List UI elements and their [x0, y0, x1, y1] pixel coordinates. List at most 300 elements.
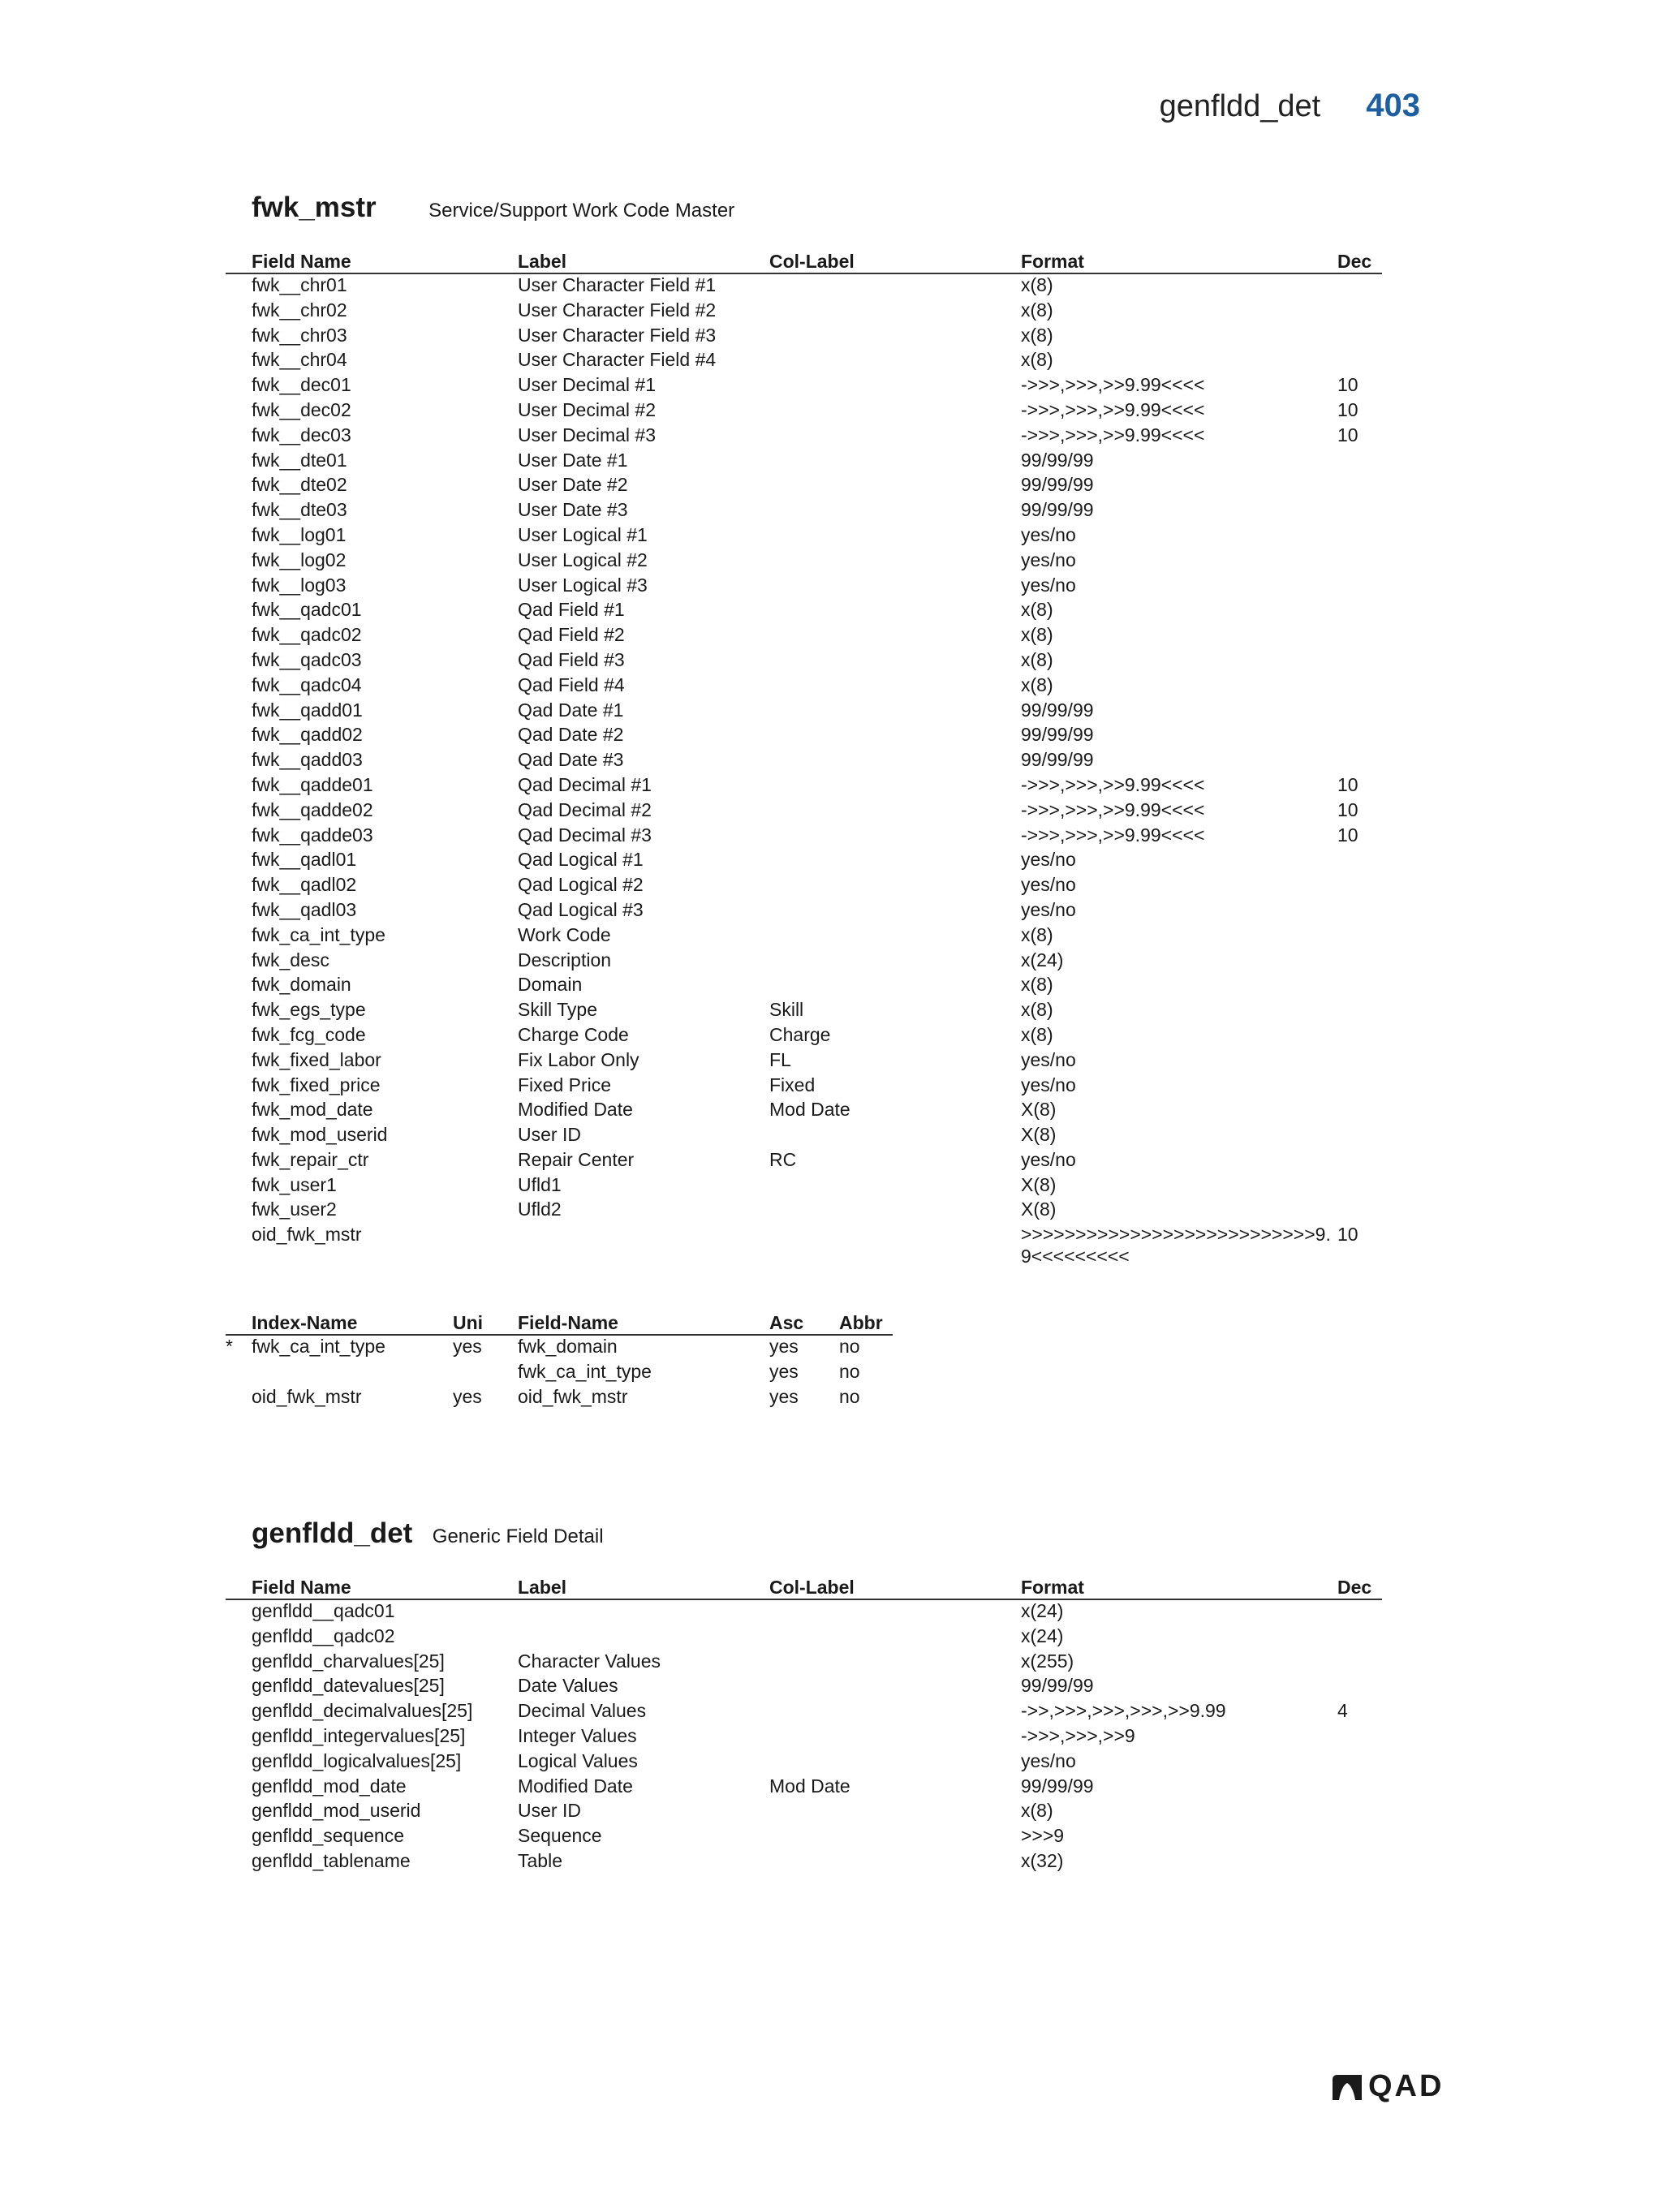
field-table-body: [226, 1599, 1382, 1875]
field-label: Qad Field #2: [518, 624, 625, 646]
field-label: Description: [518, 949, 612, 970]
field-label: [518, 1625, 769, 1650]
row-spacer: [226, 299, 252, 325]
row-spacer: [226, 724, 252, 749]
field-row: [226, 1725, 1382, 1750]
field-label: Fixed Price: [518, 1074, 612, 1095]
field-name: genfldd__qadc02: [252, 1625, 395, 1646]
field-name: genfldd_logicalvalues[25]: [252, 1749, 462, 1771]
row-spacer: [226, 524, 252, 549]
field-format: yes/no: [1021, 523, 1076, 545]
field-row: [226, 674, 1382, 699]
field-dec: [1337, 1074, 1382, 1100]
index-table-header: [226, 1310, 893, 1335]
field-row: [226, 774, 1382, 799]
field-row: [226, 374, 1382, 399]
field-col-label: [769, 1850, 1021, 1875]
row-spacer: [226, 749, 252, 774]
field-col-label: [769, 1650, 1021, 1676]
row-spacer: [226, 424, 252, 450]
field-dec: [1337, 949, 1382, 975]
field-dec: [1337, 1049, 1382, 1074]
field-format: x(32): [1021, 1849, 1064, 1871]
field-col-label: [769, 1224, 1021, 1267]
row-spacer: [226, 1750, 252, 1775]
field-dec: [1337, 1775, 1382, 1801]
field-row: [226, 974, 1382, 999]
field-format: yes/no: [1021, 1148, 1076, 1170]
field-format: x(8): [1021, 1800, 1053, 1822]
field-label: User Decimal #1: [518, 374, 656, 396]
field-label: Logical Values: [518, 1749, 638, 1771]
field-label: Date Values: [518, 1675, 618, 1697]
field-name: fwk__qadc02: [252, 624, 362, 646]
field-dec: [1337, 974, 1382, 999]
field-row: [226, 949, 1382, 975]
field-dec: [1337, 273, 1382, 299]
row-spacer: [226, 1099, 252, 1124]
field-label: Qad Decimal #2: [518, 798, 652, 820]
field-dec: 10: [1337, 798, 1358, 820]
field-table-header: [226, 248, 1382, 273]
field-col-label: [769, 1725, 1021, 1750]
field-name: fwk__dec01: [252, 374, 351, 396]
field-row: [226, 399, 1382, 424]
field-row: [226, 1775, 1382, 1801]
field-label: Qad Logical #2: [518, 874, 644, 896]
field-format: x(8): [1021, 349, 1053, 371]
field-col-label: Skill: [769, 999, 804, 1021]
header-index-name: Index-Name: [252, 1310, 453, 1335]
field-name: fwk_fixed_labor: [252, 1048, 381, 1070]
row-spacer: [226, 399, 252, 424]
running-header-title: genfldd_det: [1159, 89, 1321, 123]
field-dec: [1337, 1199, 1382, 1224]
field-format: X(8): [1021, 1099, 1057, 1121]
field-format: x(8): [1021, 1023, 1053, 1045]
table-section-fwk-mstr: [226, 192, 1382, 1411]
field-label: Ufld2: [518, 1199, 562, 1220]
field-dec: [1337, 524, 1382, 549]
field-format: x(8): [1021, 274, 1053, 295]
field-format: yes/no: [1021, 849, 1076, 871]
field-dec: 10: [1337, 424, 1358, 445]
field-format: ->>>,>>>,>>9.99<<<<: [1021, 374, 1205, 396]
field-format: 99/99/99: [1021, 499, 1094, 521]
field-dec: 10: [1337, 824, 1358, 846]
index-name: [252, 1361, 453, 1386]
field-format: ->>>,>>>,>>9.99<<<<: [1021, 798, 1205, 820]
field-format: x(8): [1021, 673, 1053, 695]
field-table-body: [226, 273, 1382, 1267]
header-format: Format: [1021, 1574, 1337, 1599]
field-name: fwk_mod_userid: [252, 1124, 388, 1146]
field-row: [226, 1149, 1382, 1174]
row-spacer: [226, 649, 252, 674]
field-name: fwk_domain: [252, 974, 351, 996]
field-row: [226, 1700, 1382, 1725]
field-name: fwk__qadd02: [252, 724, 363, 746]
field-col-label: [769, 273, 1021, 299]
field-name: fwk_fixed_price: [252, 1074, 381, 1095]
row-spacer: [226, 1224, 252, 1267]
field-table: [226, 1574, 1382, 1875]
row-spacer: [226, 1024, 252, 1049]
field-dec: [1337, 499, 1382, 524]
row-spacer: [226, 1149, 252, 1174]
index-ascending: yes: [769, 1361, 799, 1383]
field-row: [226, 624, 1382, 649]
field-label: Sequence: [518, 1825, 602, 1847]
field-label: User Character Field #2: [518, 299, 717, 321]
field-name: fwk__qadc03: [252, 648, 362, 670]
field-name: fwk__dec02: [252, 398, 351, 420]
field-row: [226, 1750, 1382, 1775]
index-ascending: yes: [769, 1336, 799, 1358]
field-col-label: [769, 899, 1021, 924]
field-row: [226, 1800, 1382, 1825]
field-row: [226, 1650, 1382, 1676]
field-label: User Character Field #4: [518, 349, 717, 371]
field-dec: [1337, 349, 1382, 374]
field-format: x(8): [1021, 648, 1053, 670]
section-title: [252, 1517, 1382, 1574]
field-row: [226, 699, 1382, 725]
field-col-label: [769, 474, 1021, 499]
field-label: User Date #2: [518, 474, 628, 496]
row-spacer: [226, 349, 252, 374]
field-name: genfldd_datevalues[25]: [252, 1675, 445, 1697]
row-spacer: [226, 974, 252, 999]
field-format: ->>>,>>>,>>9: [1021, 1724, 1135, 1746]
field-label: [518, 1599, 769, 1625]
row-spacer: [226, 273, 252, 299]
header-spacer: [226, 248, 252, 273]
field-label: Qad Field #3: [518, 648, 625, 670]
field-label: Work Code: [518, 923, 611, 945]
field-name: fwk_fcg_code: [252, 1023, 366, 1045]
field-name: genfldd_sequence: [252, 1825, 404, 1847]
field-row: [226, 1825, 1382, 1850]
index-field-name: fwk_domain: [518, 1336, 618, 1358]
field-name: fwk_desc: [252, 949, 329, 970]
field-col-label: Mod Date: [769, 1099, 850, 1121]
row-spacer: [226, 549, 252, 575]
row-spacer: [226, 499, 252, 524]
row-spacer: [226, 450, 252, 475]
field-name: fwk_repair_ctr: [252, 1148, 369, 1170]
field-dec: [1337, 1599, 1382, 1625]
field-dec: [1337, 649, 1382, 674]
field-row: [226, 349, 1382, 374]
field-dec: [1337, 1825, 1382, 1850]
field-dec: 10: [1337, 1224, 1358, 1246]
field-name: genfldd_decimalvalues[25]: [252, 1700, 473, 1722]
field-dec: [1337, 724, 1382, 749]
table-name: fwk_mstr: [252, 192, 377, 223]
field-label: Modified Date: [518, 1775, 633, 1797]
table-name: genfldd_det: [252, 1517, 413, 1549]
field-dec: [1337, 1650, 1382, 1676]
field-name: fwk__dte02: [252, 474, 347, 496]
field-name: genfldd__qadc01: [252, 1600, 395, 1621]
field-label: Table: [518, 1849, 562, 1871]
field-name: fwk__chr02: [252, 299, 347, 321]
field-col-label: [769, 575, 1021, 600]
field-format: 99/99/99: [1021, 724, 1094, 746]
index-unique: [453, 1361, 518, 1386]
field-dec: [1337, 674, 1382, 699]
field-col-label: [769, 1199, 1021, 1224]
primary-index-marker: *: [226, 1336, 233, 1358]
field-row: [226, 649, 1382, 674]
field-name: fwk__dte03: [252, 499, 347, 521]
header-abbr: Abbr: [839, 1310, 893, 1335]
field-format: 99/99/99: [1021, 1775, 1094, 1797]
field-name: fwk__qadde03: [252, 824, 373, 846]
row-spacer: [226, 1124, 252, 1149]
field-col-label: [769, 399, 1021, 424]
field-col-label: [769, 374, 1021, 399]
field-format: 99/99/99: [1021, 1675, 1094, 1697]
field-row: [226, 1049, 1382, 1074]
row-spacer: [226, 1049, 252, 1074]
field-format: x(8): [1021, 299, 1053, 321]
field-label: Qad Logical #1: [518, 849, 644, 871]
header-field-name: Field Name: [252, 248, 518, 273]
field-name: fwk__qadde01: [252, 773, 373, 795]
field-row: [226, 924, 1382, 949]
header-format: Format: [1021, 248, 1337, 273]
field-col-label: [769, 499, 1021, 524]
field-row: [226, 1675, 1382, 1700]
field-name: fwk__qadd01: [252, 699, 363, 721]
header-col-label: Col-Label: [769, 248, 1021, 273]
field-format: ->>>,>>>,>>9.99<<<<: [1021, 424, 1205, 445]
field-dec: [1337, 1024, 1382, 1049]
field-col-label: [769, 824, 1021, 850]
field-dec: [1337, 325, 1382, 350]
field-dec: [1337, 874, 1382, 899]
field-row: [226, 1174, 1382, 1199]
header-col-label: Col-Label: [769, 1574, 1021, 1599]
field-col-label: [769, 424, 1021, 450]
field-row: [226, 325, 1382, 350]
field-label: Ufld1: [518, 1173, 562, 1195]
index-abbreviated: no: [839, 1336, 860, 1358]
index-field-name: oid_fwk_mstr: [518, 1385, 628, 1407]
field-format: 99/99/99: [1021, 699, 1094, 721]
field-name: fwk__qadl02: [252, 874, 357, 896]
field-label: Decimal Values: [518, 1700, 647, 1722]
field-label: User Decimal #3: [518, 424, 656, 445]
row-spacer: [226, 1074, 252, 1100]
field-label: Character Values: [518, 1650, 661, 1672]
field-dec: [1337, 599, 1382, 624]
row-spacer: [226, 999, 252, 1024]
field-col-label: [769, 949, 1021, 975]
row-spacer: [226, 799, 252, 824]
field-row: [226, 849, 1382, 874]
field-format: yes/no: [1021, 549, 1076, 570]
field-label: Fix Labor Only: [518, 1048, 639, 1070]
field-col-label: [769, 325, 1021, 350]
field-label: Domain: [518, 974, 583, 996]
field-label: Charge Code: [518, 1023, 629, 1045]
index-row: [226, 1361, 893, 1386]
field-col-label: Fixed: [769, 1074, 816, 1095]
field-row: [226, 799, 1382, 824]
field-col-label: [769, 1675, 1021, 1700]
header-label: Label: [518, 248, 769, 273]
field-row: [226, 874, 1382, 899]
field-dec: [1337, 624, 1382, 649]
field-dec: [1337, 1725, 1382, 1750]
index-abbreviated: no: [839, 1361, 860, 1383]
row-spacer: [226, 624, 252, 649]
field-col-label: [769, 724, 1021, 749]
field-dec: [1337, 474, 1382, 499]
field-label: User Logical #3: [518, 574, 648, 596]
row-spacer: [226, 1599, 252, 1625]
field-row: [226, 499, 1382, 524]
field-name: fwk__log02: [252, 549, 347, 570]
field-name: genfldd_mod_date: [252, 1775, 407, 1797]
index-name: oid_fwk_mstr: [252, 1385, 362, 1407]
row-spacer: [226, 874, 252, 899]
field-row: [226, 599, 1382, 624]
field-format: X(8): [1021, 1199, 1057, 1220]
field-name: genfldd_tablename: [252, 1849, 411, 1871]
field-label: Qad Date #2: [518, 724, 624, 746]
row-spacer: [226, 1199, 252, 1224]
field-col-label: [769, 1825, 1021, 1850]
field-dec: [1337, 849, 1382, 874]
field-row: [226, 1124, 1382, 1149]
field-label: User Date #3: [518, 499, 628, 521]
field-format: x(24): [1021, 1625, 1064, 1646]
field-row: [226, 474, 1382, 499]
field-format: x(8): [1021, 974, 1053, 996]
field-col-label: [769, 299, 1021, 325]
field-format: x(24): [1021, 1600, 1064, 1621]
field-col-label: [769, 549, 1021, 575]
field-col-label: [769, 1750, 1021, 1775]
field-format: yes/no: [1021, 1074, 1076, 1095]
field-row: [226, 549, 1382, 575]
row-spacer: [226, 1725, 252, 1750]
field-format: x(8): [1021, 999, 1053, 1021]
field-table: [226, 248, 1382, 1267]
index-name: fwk_ca_int_type: [252, 1336, 385, 1358]
row-spacer: [226, 1174, 252, 1199]
field-name: fwk_egs_type: [252, 999, 366, 1021]
field-label: User ID: [518, 1124, 581, 1146]
primary-index-marker: [226, 1361, 252, 1386]
field-name: fwk__qadd03: [252, 749, 363, 771]
index-abbreviated: no: [839, 1385, 860, 1407]
field-col-label: [769, 1625, 1021, 1650]
field-col-label: RC: [769, 1148, 797, 1170]
field-format: yes/no: [1021, 898, 1076, 920]
field-row: [226, 299, 1382, 325]
field-name: fwk__chr03: [252, 324, 347, 346]
row-spacer: [226, 474, 252, 499]
field-row: [226, 999, 1382, 1024]
field-col-label: [769, 749, 1021, 774]
row-spacer: [226, 575, 252, 600]
field-row: [226, 273, 1382, 299]
field-label: Qad Date #3: [518, 749, 624, 771]
field-dec: 4: [1337, 1700, 1348, 1722]
field-label: Qad Date #1: [518, 699, 624, 721]
row-spacer: [226, 1850, 252, 1875]
field-label: Integer Values: [518, 1724, 637, 1746]
field-format: yes/no: [1021, 1749, 1076, 1771]
header-dec: Dec: [1337, 1574, 1382, 1599]
field-label: User Character Field #3: [518, 324, 717, 346]
field-col-label: [769, 349, 1021, 374]
field-name: fwk_ca_int_type: [252, 923, 385, 945]
field-dec: [1337, 899, 1382, 924]
field-dec: [1337, 299, 1382, 325]
table-description: Generic Field Detail: [432, 1526, 604, 1547]
field-col-label: [769, 1800, 1021, 1825]
field-format: 99/99/99: [1021, 449, 1094, 471]
field-row: [226, 1074, 1382, 1100]
field-col-label: Charge: [769, 1023, 831, 1045]
field-format: x(8): [1021, 923, 1053, 945]
field-row: [226, 1199, 1382, 1224]
field-format: yes/no: [1021, 874, 1076, 896]
qad-logo-text: QAD: [1368, 2069, 1445, 2103]
field-row: [226, 1024, 1382, 1049]
header-field-name: Field Name: [252, 1574, 518, 1599]
header-dec: Dec: [1337, 248, 1382, 273]
index-ascending: yes: [769, 1385, 799, 1407]
field-dec: [1337, 1625, 1382, 1650]
field-dec: [1337, 1800, 1382, 1825]
field-dec: [1337, 749, 1382, 774]
field-name: fwk__dte01: [252, 449, 347, 471]
field-name: fwk__log03: [252, 574, 347, 596]
field-col-label: [769, 450, 1021, 475]
qad-logo: [1331, 2069, 1444, 2104]
index-field-name: fwk_ca_int_type: [518, 1361, 652, 1383]
field-dec: [1337, 1149, 1382, 1174]
page-number: 403: [1366, 88, 1420, 123]
field-format: x(24): [1021, 949, 1064, 970]
field-label: User Character Field #1: [518, 274, 717, 295]
field-dec: [1337, 1675, 1382, 1700]
field-dec: [1337, 924, 1382, 949]
field-dec: [1337, 1099, 1382, 1124]
field-row: [226, 1099, 1382, 1124]
field-format: x(255): [1021, 1650, 1074, 1672]
field-name: fwk__log01: [252, 523, 347, 545]
field-row: [226, 524, 1382, 549]
field-label: Qad Field #4: [518, 673, 625, 695]
field-col-label: [769, 874, 1021, 899]
field-name: fwk__qadc04: [252, 673, 362, 695]
field-row: [226, 1599, 1382, 1625]
field-label: User Date #1: [518, 449, 628, 471]
row-spacer: [226, 599, 252, 624]
field-dec: 10: [1337, 773, 1358, 795]
field-label: Repair Center: [518, 1148, 635, 1170]
field-label: Qad Field #1: [518, 599, 625, 621]
row-spacer: [226, 325, 252, 350]
